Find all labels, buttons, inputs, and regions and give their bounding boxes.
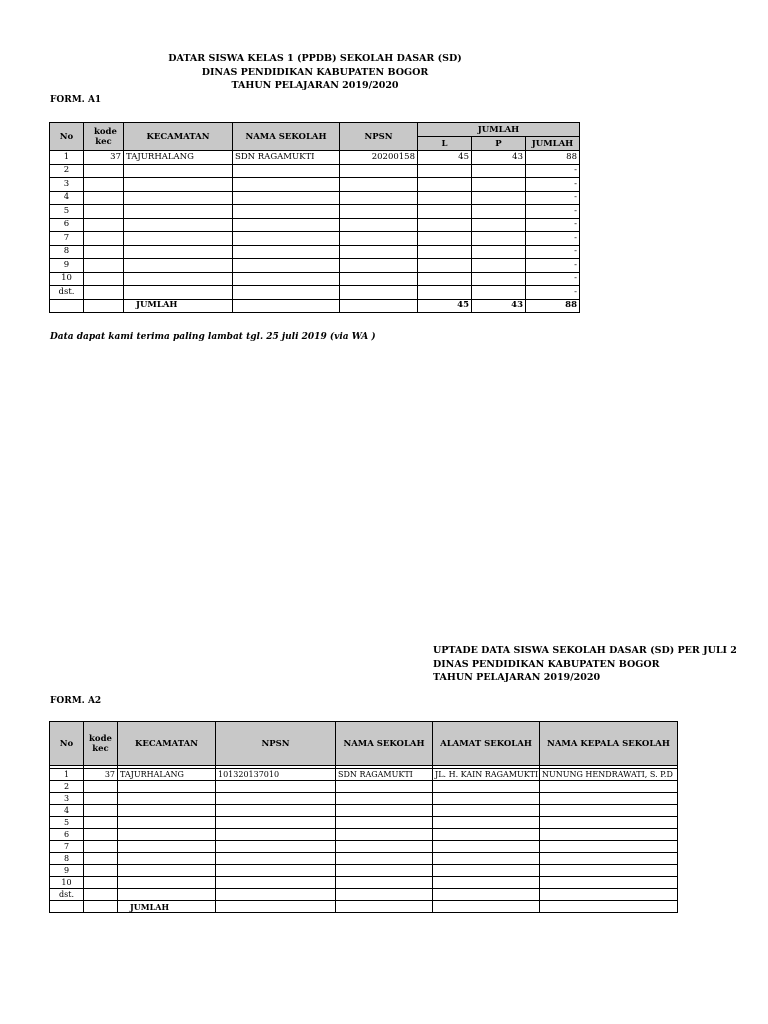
table-row (50, 805, 678, 817)
cell-l: 45 (418, 151, 472, 165)
cell-kode-kec (84, 272, 124, 286)
total-p: 43 (472, 299, 526, 313)
cell-no: 8 (50, 853, 84, 865)
cell-alamat-sekolah (433, 853, 540, 865)
cell-kode-kec (84, 178, 124, 192)
total-label: JUMLAH (118, 901, 216, 913)
header-kode-kec: kode kec (84, 123, 124, 151)
cell-npsn (340, 164, 418, 178)
total-no (50, 299, 84, 313)
form-a2-title-line: UPTADE DATA SISWA SEKOLAH DASAR (SD) PER JULI 2 (433, 645, 737, 656)
cell-nama-kepala-sekolah (540, 865, 678, 877)
cell-l (418, 232, 472, 246)
cell-npsn: 20200158 (340, 151, 418, 165)
cell-nama-kepala-sekolah (540, 829, 678, 841)
form-a1-title-line: DINAS PENDIDIKAN KABUPATEN BOGOR (201, 66, 429, 78)
cell-alamat-sekolah: JL. H. KAIN RAGAMUKTI (433, 769, 540, 781)
cell-kode-kec (84, 793, 118, 805)
header-npsn: NPSN (216, 722, 336, 766)
cell-npsn (340, 218, 418, 232)
cell-kecamatan (124, 272, 233, 286)
cell-nama-sekolah (336, 829, 433, 841)
cell-no: 10 (50, 877, 84, 889)
cell-nama-kepala-sekolah (540, 817, 678, 829)
cell-kecamatan (124, 259, 233, 273)
cell-kode-kec (84, 232, 124, 246)
table-row (50, 191, 580, 205)
header-p: P (472, 137, 526, 151)
cell-p (472, 272, 526, 286)
form-a1-table (49, 122, 580, 313)
cell-nama-sekolah (233, 259, 340, 273)
cell-kecamatan (118, 865, 216, 877)
cell-kode-kec (84, 853, 118, 865)
cell-alamat-sekolah (433, 841, 540, 853)
cell-kode-kec (84, 191, 124, 205)
cell-alamat-sekolah (433, 805, 540, 817)
cell-kecamatan (124, 191, 233, 205)
cell-kecamatan (118, 877, 216, 889)
cell-nama-sekolah (336, 817, 433, 829)
header-jumlah: JUMLAH (526, 137, 580, 151)
cell-l (418, 272, 472, 286)
cell-no: 2 (50, 164, 84, 178)
cell-no: 8 (50, 245, 84, 259)
cell-nama-sekolah: SDN RAGAMUKTI (336, 769, 433, 781)
cell-kecamatan (124, 245, 233, 259)
cell-nama-sekolah (336, 853, 433, 865)
cell-no: 1 (50, 769, 84, 781)
cell-kecamatan (118, 781, 216, 793)
cell-nama-sekolah (336, 793, 433, 805)
cell-nama-sekolah (336, 781, 433, 793)
form-a2-title-line: DINAS PENDIDIKAN KABUPATEN BOGOR (433, 658, 660, 670)
cell-p (472, 178, 526, 192)
table-row (50, 232, 580, 246)
cell-p (472, 205, 526, 219)
cell-kecamatan (118, 817, 216, 829)
header-kecamatan: KECAMATAN (124, 123, 233, 151)
cell-nama-sekolah (233, 232, 340, 246)
cell-npsn (216, 805, 336, 817)
header-kode-kec: kode kec (84, 722, 118, 766)
cell-nama-sekolah (233, 272, 340, 286)
cell-l (418, 191, 472, 205)
cell-alamat-sekolah (433, 817, 540, 829)
cell-jumlah: - (526, 191, 580, 205)
cell-kode-kec: 37 (84, 151, 124, 165)
cell-npsn (340, 245, 418, 259)
total-npsn (340, 299, 418, 313)
total-label: JUMLAH (124, 299, 233, 313)
cell-kode-kec (84, 218, 124, 232)
table-row (50, 151, 580, 165)
cell-npsn (340, 286, 418, 300)
cell-no: 1 (50, 151, 84, 165)
cell-nama-sekolah (233, 164, 340, 178)
header-jumlah-group: JUMLAH (418, 123, 580, 137)
table-row (50, 877, 678, 889)
cell-alamat-sekolah (433, 877, 540, 889)
total-kode (84, 901, 118, 913)
cell-alamat-sekolah (433, 829, 540, 841)
total-kepala (540, 901, 678, 913)
cell-p (472, 191, 526, 205)
cell-jumlah: - (526, 286, 580, 300)
cell-no: 6 (50, 218, 84, 232)
cell-nama-kepala-sekolah (540, 841, 678, 853)
cell-no: 4 (50, 805, 84, 817)
table-row (50, 829, 678, 841)
cell-nama-kepala-sekolah: NUNUNG HENDRAWATI, S. P.D (540, 769, 678, 781)
cell-no: 9 (50, 259, 84, 273)
cell-nama-sekolah (336, 805, 433, 817)
cell-kecamatan: TAJURHALANG (124, 151, 233, 165)
table-row (50, 793, 678, 805)
cell-npsn (216, 841, 336, 853)
header-l: L (418, 137, 472, 151)
cell-nama-kepala-sekolah (540, 889, 678, 901)
table-row (50, 817, 678, 829)
cell-nama-sekolah (233, 191, 340, 205)
table-row (50, 272, 580, 286)
cell-no: 5 (50, 205, 84, 219)
total-l: 45 (418, 299, 472, 313)
header-no: No (50, 722, 84, 766)
table-row (50, 286, 580, 300)
cell-npsn (216, 781, 336, 793)
cell-no: 10 (50, 272, 84, 286)
cell-alamat-sekolah (433, 865, 540, 877)
form-a2-table (49, 721, 678, 913)
table-row (50, 245, 580, 259)
cell-npsn (216, 865, 336, 877)
form-a1-title (150, 52, 480, 93)
cell-npsn (340, 259, 418, 273)
cell-nama-sekolah (233, 245, 340, 259)
total-nama (336, 901, 433, 913)
cell-kecamatan (124, 205, 233, 219)
cell-no: 9 (50, 865, 84, 877)
cell-kecamatan (118, 829, 216, 841)
cell-jumlah: - (526, 259, 580, 273)
cell-p (472, 245, 526, 259)
cell-p (472, 218, 526, 232)
cell-l (418, 259, 472, 273)
cell-npsn (340, 191, 418, 205)
cell-p (472, 259, 526, 273)
total-nama (233, 299, 340, 313)
cell-nama-sekolah (233, 286, 340, 300)
form-a2-title-line: TAHUN PELAJARAN 2019/2020 (433, 672, 601, 683)
cell-no: 7 (50, 841, 84, 853)
cell-kode-kec (84, 841, 118, 853)
cell-kecamatan (118, 805, 216, 817)
cell-nama-kepala-sekolah (540, 781, 678, 793)
cell-kode-kec: 37 (84, 769, 118, 781)
cell-nama-kepala-sekolah (540, 853, 678, 865)
cell-jumlah: - (526, 245, 580, 259)
form-a1-title-line: TAHUN PELAJARAN 2019/2020 (231, 80, 399, 91)
cell-l (418, 178, 472, 192)
table-row (50, 841, 678, 853)
total-jumlah: 88 (526, 299, 580, 313)
cell-npsn (216, 793, 336, 805)
cell-nama-kepala-sekolah (540, 805, 678, 817)
total-kode (84, 299, 124, 313)
cell-kode-kec (84, 286, 124, 300)
header-alamat-sekolah: ALAMAT SEKOLAH (433, 722, 540, 766)
cell-kecamatan (124, 218, 233, 232)
cell-l (418, 164, 472, 178)
cell-jumlah: - (526, 232, 580, 246)
cell-npsn (340, 178, 418, 192)
cell-kecamatan (124, 178, 233, 192)
cell-npsn (216, 817, 336, 829)
table-row (50, 889, 678, 901)
form-a1-title-line: DATAR SISWA KELAS 1 (PPDB) SEKOLAH DASAR (SD) (168, 53, 462, 64)
cell-jumlah: - (526, 178, 580, 192)
header-nama-sekolah: NAMA SEKOLAH (336, 722, 433, 766)
cell-kecamatan (118, 889, 216, 901)
cell-p (472, 286, 526, 300)
cell-no: 7 (50, 232, 84, 246)
cell-kecamatan (118, 793, 216, 805)
cell-p: 43 (472, 151, 526, 165)
total-row (50, 299, 580, 313)
cell-no: 4 (50, 191, 84, 205)
cell-nama-sekolah (233, 178, 340, 192)
cell-nama-sekolah (336, 877, 433, 889)
cell-npsn (340, 205, 418, 219)
table-row (50, 259, 580, 273)
header-kecamatan: KECAMATAN (118, 722, 216, 766)
cell-nama-sekolah (233, 218, 340, 232)
cell-kecamatan (124, 232, 233, 246)
table-row (50, 865, 678, 877)
cell-nama-sekolah (233, 205, 340, 219)
cell-npsn (340, 232, 418, 246)
cell-no: 6 (50, 829, 84, 841)
form-a2-title (433, 644, 737, 685)
cell-jumlah: - (526, 272, 580, 286)
table-row (50, 218, 580, 232)
cell-kode-kec (84, 865, 118, 877)
cell-l (418, 205, 472, 219)
cell-kecamatan: TAJURHALANG (118, 769, 216, 781)
cell-npsn: 101320137010 (216, 769, 336, 781)
cell-npsn (340, 272, 418, 286)
cell-nama-kepala-sekolah (540, 793, 678, 805)
cell-kode-kec (84, 164, 124, 178)
cell-l (418, 286, 472, 300)
cell-npsn (216, 889, 336, 901)
cell-l (418, 218, 472, 232)
cell-nama-sekolah (336, 841, 433, 853)
table-row (50, 164, 580, 178)
deadline-note: Data dapat kami terima paling lambat tgl. 25 juli 2019 (via WA ) (50, 332, 376, 342)
cell-kode-kec (84, 259, 124, 273)
cell-kecamatan (118, 841, 216, 853)
table-row (50, 781, 678, 793)
cell-kode-kec (84, 781, 118, 793)
cell-kecamatan (118, 853, 216, 865)
header-nama-sekolah: NAMA SEKOLAH (233, 123, 340, 151)
header-npsn: NPSN (340, 123, 418, 151)
cell-no: 2 (50, 781, 84, 793)
cell-kode-kec (84, 205, 124, 219)
cell-kode-kec (84, 877, 118, 889)
cell-kode-kec (84, 805, 118, 817)
cell-npsn (216, 877, 336, 889)
cell-alamat-sekolah (433, 889, 540, 901)
total-no (50, 901, 84, 913)
cell-alamat-sekolah (433, 781, 540, 793)
cell-no: 3 (50, 178, 84, 192)
form-a2-label: FORM. A2 (50, 696, 102, 706)
cell-no: dst. (50, 889, 84, 901)
table-row (50, 205, 580, 219)
header-nama-kepala-sekolah: NAMA KEPALA SEKOLAH (540, 722, 678, 766)
form-a1-label: FORM. A1 (50, 95, 102, 105)
cell-nama-sekolah (336, 865, 433, 877)
cell-kode-kec (84, 245, 124, 259)
cell-no: 5 (50, 817, 84, 829)
cell-nama-sekolah (336, 889, 433, 901)
cell-no: 3 (50, 793, 84, 805)
cell-jumlah: - (526, 205, 580, 219)
cell-kode-kec (84, 817, 118, 829)
cell-l (418, 245, 472, 259)
cell-kode-kec (84, 829, 118, 841)
cell-jumlah: - (526, 164, 580, 178)
cell-jumlah: - (526, 218, 580, 232)
total-alamat (433, 901, 540, 913)
cell-kecamatan (124, 164, 233, 178)
table-row (50, 853, 678, 865)
cell-no: dst. (50, 286, 84, 300)
cell-nama-sekolah: SDN RAGAMUKTI (233, 151, 340, 165)
cell-kode-kec (84, 889, 118, 901)
table-row (50, 769, 678, 781)
cell-kecamatan (124, 286, 233, 300)
cell-npsn (216, 853, 336, 865)
header-no: No (50, 123, 84, 151)
cell-jumlah: 88 (526, 151, 580, 165)
cell-nama-kepala-sekolah (540, 877, 678, 889)
total-row (50, 901, 678, 913)
cell-npsn (216, 829, 336, 841)
cell-p (472, 164, 526, 178)
total-npsn (216, 901, 336, 913)
table-row (50, 178, 580, 192)
cell-alamat-sekolah (433, 793, 540, 805)
cell-p (472, 232, 526, 246)
